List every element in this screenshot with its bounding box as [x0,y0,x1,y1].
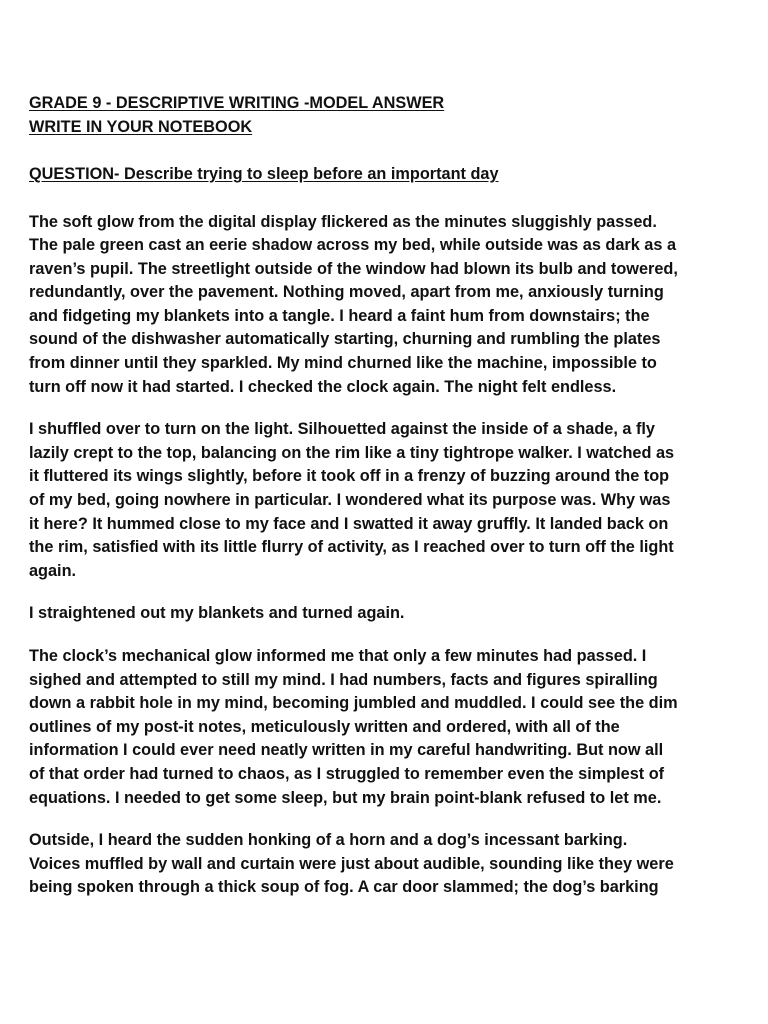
paragraph-line: and fidgeting my blankets into a tangle. I heard a faint hum from downstairs; the [29,306,650,325]
paragraph-line: lazily crept to the top, balancing on the rim like a tiny tightrope walker. I watched as [29,443,675,462]
paragraph-line: Voices muffled by wall and curtain were just about audible, sounding like they were [29,854,674,873]
paragraph-line: again. [29,561,77,580]
paragraph-line: down a rabbit hole in my mind, becoming jumbled and muddled. I could see the dim [29,694,678,713]
paragraph-line: I straightened out my blankets and turned again. [29,604,405,623]
paragraph-line: The pale green cast an eerie shadow across my bed, while outside was as dark as a [29,236,676,255]
paragraph-line: of my bed, going nowhere in particular. I wondered what its purpose was. Why was [29,491,671,510]
paragraph-line: information I could ever need neatly written in my careful handwriting. But now all [29,741,664,760]
paragraph-line: The clock’s mechanical glow informed me that only a few minutes had passed. I [29,647,647,665]
paragraph-2 [29,418,741,583]
question-heading: QUESTION- Describe trying to sleep before an important day [29,165,499,183]
paragraph-line: raven’s pupil. The streetlight outside of the window had blown its bulb and towered, [29,259,678,278]
paragraph-line: redundantly, over the pavement. Nothing moved, apart from me, anxiously turning [29,283,664,302]
paragraph-line: it here? It hummed close to my face and I swatted it away gruffly. It landed back on [29,514,669,533]
paragraph-line: turn off now it had started. I checked the clock again. The night felt endless. [29,377,617,396]
paragraph-line: Outside, I heard the sudden honking of a horn and a dog’s incessant barking. [29,831,628,850]
paragraph-line: sound of the dishwasher automatically starting, churning and rumbling the plates [29,330,661,349]
paragraph-line: being spoken through a thick soup of fog. A car door slammed; the dog’s barking [29,878,659,897]
document-title-line-1: GRADE 9 - DESCRIPTIVE WRITING -MODEL ANSWER [29,94,445,112]
document-title-line-2: WRITE IN YOUR NOTEBOOK [29,117,253,136]
paragraph-line: of that order had turned to chaos, as I struggled to remember even the simplest of [29,764,665,783]
document-page [29,92,741,900]
paragraph-line: from dinner until they sparkled. My mind churned like the machine, impossible to [29,354,657,373]
paragraph-line: it fluttered its wings slightly, before it took off in a frenzy of buzzing around the top [29,467,670,486]
paragraph-5 [29,829,741,900]
paragraph-3 [29,602,741,626]
paragraph-4 [29,645,741,810]
paragraph-line: sighed and attempted to still my mind. I had numbers, facts and figures spiralling [29,670,658,689]
paragraph-line: The soft glow from the digital display flickered as the minutes sluggishly passed. [29,212,657,231]
paragraph-line: outlines of my post-it notes, meticulously written and ordered, with all of the [29,717,620,736]
paragraph-line: I shuffled over to turn on the light. Silhouetted against the inside of a shade, a fly [29,420,655,439]
paragraph-1 [29,211,741,400]
paragraph-line: the rim, satisfied with its little flurry of activity, as I reached over to turn off the light [29,538,674,557]
paragraph-line: equations. I needed to get some sleep, but my brain point-blank refused to let me. [29,788,662,807]
